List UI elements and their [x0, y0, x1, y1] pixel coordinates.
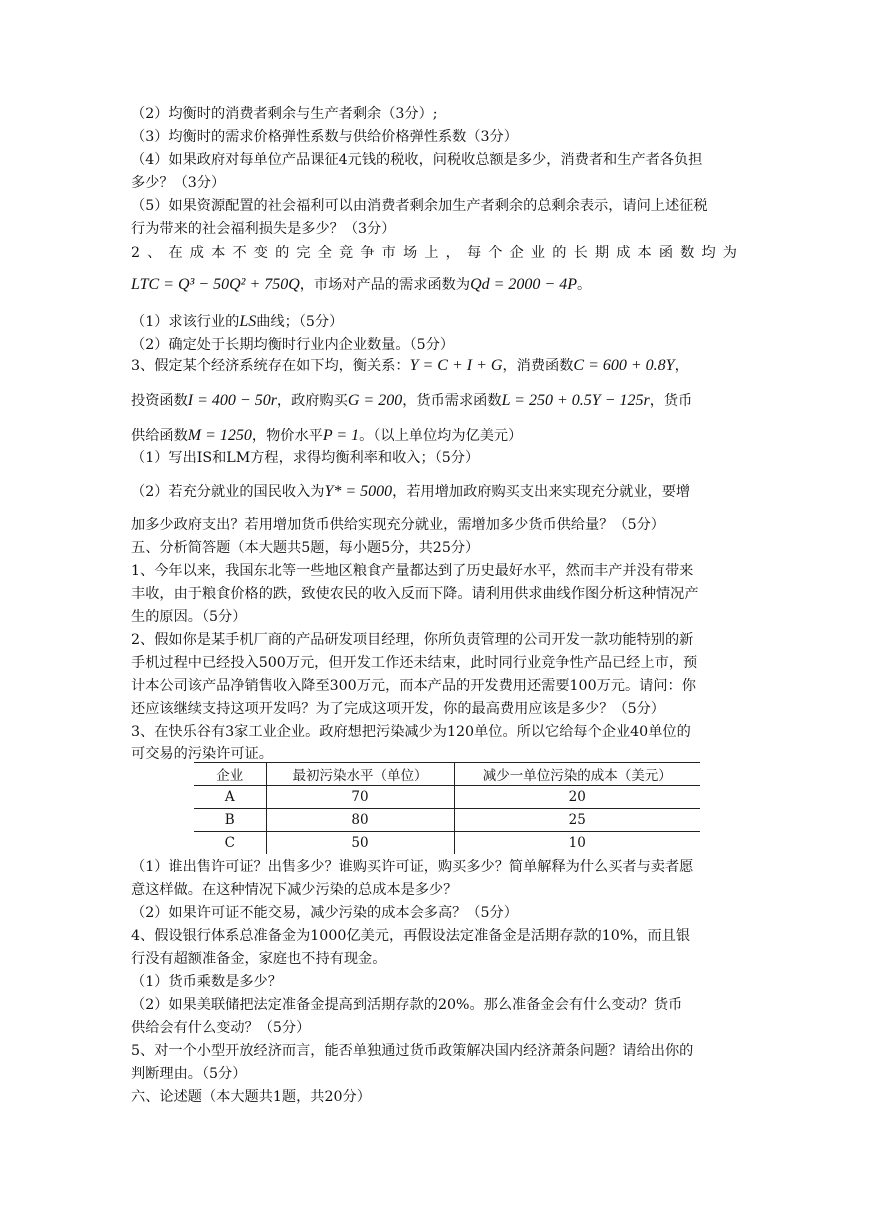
text-line: 供给会有什么变动？（5分）: [131, 1020, 311, 1036]
table-cell: 25: [454, 809, 700, 832]
text-line: 还应该继续支持这项开发吗？为了完成这项开发，你的最高费用应该是多少？（5分）: [131, 701, 665, 717]
text-line: 丰收，由于粮食价格的跌，致使农民的收入反而下降。请利用供求曲线作图分析这种情况产: [131, 586, 699, 602]
text-span: ，若用增加政府购买支出来实现充分就业，要增: [392, 484, 691, 500]
text-span: （2）若充分就业的国民收入为: [131, 484, 325, 500]
text-line: （5）如果资源配置的社会福利可以由消费者剩余加生产者剩余的总剩余表示，请问上述征税: [131, 198, 708, 214]
text-span: ，市场对产品的需求函数为: [299, 277, 471, 293]
table-row: [194, 809, 700, 832]
text-line: （1）谁出售许可证？出售多少？谁购买许可证，购买多少？简单解释为什么买者与卖者愿: [131, 859, 694, 875]
consumption-formula: C = 600 + 0.8Y: [573, 357, 675, 374]
equilibrium-formula: Y = C + I + G: [409, 357, 503, 374]
formula-line: [131, 426, 522, 446]
text-line: （2）确定处于长期均衡时行业内企业数量。（5分）: [131, 337, 455, 353]
text-line: （2）均衡时的消费者剩余与生产者剩余（3分）;: [131, 106, 438, 122]
investment-formula: I = 400 − 50r: [187, 392, 277, 409]
table-cell: C: [224, 835, 235, 851]
text-span: 投资函数: [131, 393, 188, 409]
text-line: 计本公司该产品净销售收入降至300万元，而本产品的开发费用还需要100万元。请问：你: [131, 678, 696, 694]
text-line: 加多少政府支出？若用增加货币供给实现充分就业，需增加多少货币供给量？（5分）: [131, 517, 665, 533]
formula-line: [131, 391, 692, 411]
text-span: （1）求该行业的: [131, 314, 240, 330]
pollution-table: [194, 762, 700, 854]
text-line: 可交易的污染许可证。: [131, 746, 273, 762]
text-line: 3、在快乐谷有3家工业企业。政府想把污染减少为120单位。所以它给每个企业40单位的: [131, 724, 691, 740]
text-span: 供给函数: [131, 428, 188, 444]
text-line: 行为带来的社会福利损失是多少？（3分）: [131, 221, 396, 237]
price-level-formula: P = 1: [322, 427, 360, 444]
table-cell: A: [224, 789, 235, 805]
ltc-formula: LTC = Q³ − 50Q² + 750Q: [131, 276, 300, 293]
text-span: ，: [674, 358, 689, 374]
text-span: 3、假定某个经济系统存在如下均，衡关系：: [131, 358, 410, 374]
text-line: 5、对一个小型开放经济而言，能否单独通过货币政策解决国内经济萧条问题？请给出你的: [131, 1043, 694, 1059]
ls-symbol: LS: [239, 313, 257, 330]
demand-formula: Qd = 2000 − 4P: [470, 276, 577, 293]
text-line: 行没有超额准备金，家庭也不持有现金。: [131, 951, 387, 967]
money-demand-formula: L = 250 + 0.5Y − 125r: [501, 392, 650, 409]
table-row: [194, 832, 700, 855]
table-cell: 50: [266, 832, 454, 855]
money-supply-formula: M = 1250: [187, 427, 252, 444]
text-line: 2、在成本不变的完全竞争市场上，每个企业的长期成本函数均为: [131, 245, 737, 261]
section-heading: 六、论述题（本大题共1题，共20分）: [131, 1089, 371, 1105]
text-span: 曲线；（5分）: [256, 314, 344, 330]
full-employment-formula: Y* = 5000: [324, 483, 393, 500]
section-heading: 五、分析简答题（本大题共5题，每小题5分，共25分）: [131, 540, 480, 556]
text-line: 4、假设银行体系总准备金为1000亿美元，再假设法定准备金是活期存款的10%，而且银: [131, 928, 691, 944]
text-span: ，物价水平: [251, 428, 323, 444]
text-span: 。: [576, 277, 592, 293]
table-cell: B: [224, 812, 235, 828]
text-line: 1、今年以来，我国东北等一些地区粮食产量都达到了历史最好水平，然而丰产并没有带来: [131, 563, 694, 579]
text-line: 判断理由。（5分）: [131, 1066, 247, 1082]
table-cell: 10: [454, 832, 700, 855]
text-span: 。（以上单位均为亿美元）: [359, 428, 523, 444]
header-initial-pollution: 最初污染水平（单位）: [266, 763, 454, 786]
text-span: ，消费函数: [502, 358, 574, 374]
government-formula: G = 200: [347, 392, 403, 409]
text-span: ，政府购买: [276, 393, 348, 409]
text-line: （1）写出IS和LM方程，求得均衡利率和收入；（5分）: [131, 450, 480, 466]
text-span: ，货币需求函数: [402, 393, 502, 409]
text-line: [131, 312, 343, 332]
text-line: （3）均衡时的需求价格弹性系数与供给价格弹性系数（3分）: [131, 129, 518, 145]
text-span: ，货币: [649, 393, 693, 409]
text-line: 意这样做。在这种情况下减少污染的总成本是多少？: [131, 882, 458, 898]
formula-line: [131, 356, 689, 376]
header-reduction-cost: 减少一单位污染的成本（美元）: [454, 763, 700, 786]
text-line: 多少？（3分）: [131, 175, 226, 191]
header-firm: 企业: [216, 768, 244, 784]
table-cell: 80: [266, 809, 454, 832]
table-cell: 20: [454, 786, 700, 809]
text-line: （2）如果许可证不能交易，减少污染的成本会多高？（5分）: [131, 905, 518, 921]
table-header-row: [194, 763, 700, 786]
text-line: 生的原因。（5分）: [131, 609, 247, 625]
text-line: （2）如果美联储把法定准备金提高到活期存款的20%。那么准备金会有什么变动？货币: [131, 997, 683, 1013]
table-cell: 70: [266, 786, 454, 809]
formula-line: [131, 275, 591, 295]
text-line: 手机过程中已经投入500万元，但开发工作还未结束，此时同行业竞争性产品已经上市，预: [131, 655, 698, 671]
text-line: 2、假如你是某手机厂商的产品研发项目经理，你所负责管理的公司开发一款功能特别的新: [131, 632, 694, 648]
text-line: （4）如果政府对每单位产品课征4元钱的税收，问税收总额是多少，消费者和生产者各负担: [131, 152, 703, 168]
text-line: （1）货币乘数是多少？: [131, 974, 282, 990]
formula-line: [131, 482, 690, 502]
table-row: [194, 786, 700, 809]
